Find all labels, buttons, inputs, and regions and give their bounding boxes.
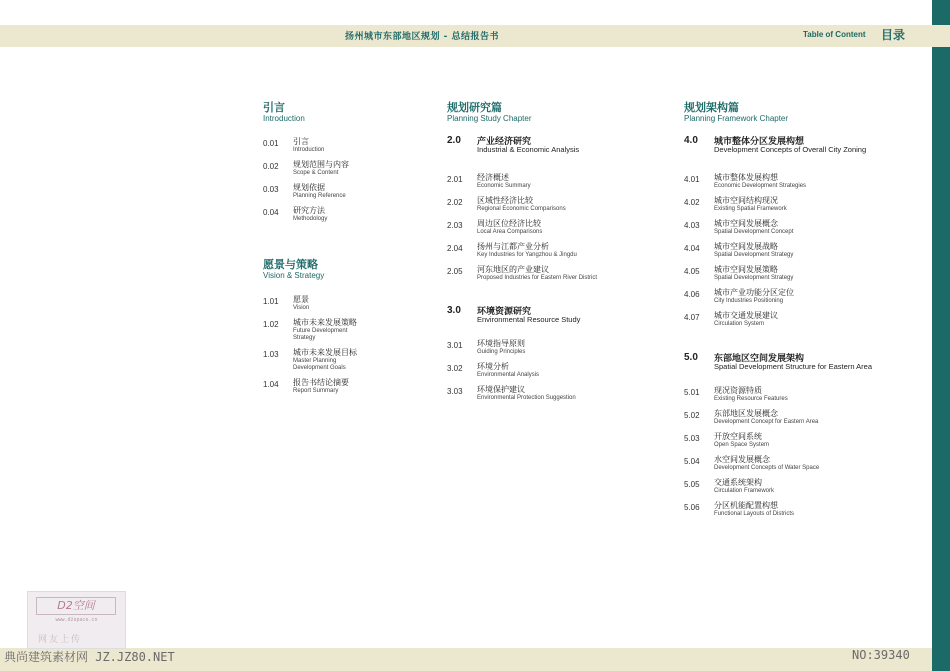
- entry-title-en: Proposed Industries for Eastern River District: [477, 275, 598, 281]
- toc-entry[interactable]: [684, 409, 924, 432]
- section-title-cn: 引言: [263, 101, 285, 114]
- entry-title-en: Key Industries for Yangzhou & Jingdu: [477, 252, 577, 258]
- entry-title-cn: 开放空间系统: [714, 432, 762, 441]
- toc-entry[interactable]: [684, 242, 924, 265]
- toc-entry[interactable]: [263, 378, 413, 401]
- footer-watermark-text: 典尚建筑素材网 JZ.JZ80.NET: [4, 650, 175, 664]
- entry-number: 0.04: [263, 208, 279, 217]
- entry-number: 5.03: [684, 434, 700, 443]
- entry-title-cn: 经济概述: [477, 173, 509, 182]
- toc-entry[interactable]: [684, 455, 924, 478]
- entry-number: 5.05: [684, 480, 700, 489]
- chapter-title-cn: 产业经济研究: [477, 137, 532, 147]
- entry-number: 4.04: [684, 244, 700, 253]
- toc-entry[interactable]: [263, 137, 413, 160]
- section-heading: [263, 258, 413, 281]
- entry-title-en: Guiding Principles: [477, 349, 526, 355]
- section-heading: [263, 101, 413, 124]
- entry-title-cn: 引言: [293, 137, 309, 146]
- entry-title-en: Scope & Content: [293, 170, 339, 176]
- entry-title-en: Open Space System: [714, 442, 770, 448]
- entry-number: 0.03: [263, 185, 279, 194]
- section-heading: [684, 101, 924, 124]
- toc-entry[interactable]: [263, 160, 413, 183]
- toc-entry[interactable]: [684, 311, 924, 334]
- section-title-cn: 愿景与策略: [263, 258, 318, 271]
- entry-title-en: Methodology: [293, 216, 328, 222]
- toc-column-2: [447, 101, 647, 408]
- chapter-heading[interactable]: [447, 305, 647, 335]
- toc-entry[interactable]: [447, 362, 647, 385]
- toc-label-en: Table of Content: [803, 30, 866, 39]
- entry-title-en: Circulation Framework: [714, 488, 775, 494]
- toc-entry[interactable]: [447, 196, 647, 219]
- entry-title-en: Development Concept for Eastern Area: [714, 419, 819, 425]
- entry-number: 1.02: [263, 320, 279, 329]
- entry-title-en: Introduction: [293, 147, 325, 153]
- chapter-number: 3.0: [447, 305, 461, 316]
- toc-entry[interactable]: [263, 183, 413, 206]
- toc-entry[interactable]: [263, 206, 413, 229]
- entry-number: 5.06: [684, 503, 700, 512]
- section-title-cn: 规划研究篇: [447, 101, 502, 114]
- toc-entry[interactable]: [447, 339, 647, 362]
- entry-title-cn: 周边区位经济比较: [477, 219, 541, 228]
- entry-number: 3.03: [447, 387, 463, 396]
- toc-column-1: [263, 101, 413, 401]
- entry-title-cn: 城市空间结构现况: [714, 196, 778, 205]
- document-title: 扬州城市东部地区规划 - 总结报告书: [345, 32, 500, 42]
- entry-number: 2.03: [447, 221, 463, 230]
- chapter-number: 2.0: [447, 135, 461, 146]
- entry-number: 1.01: [263, 297, 279, 306]
- toc-entry[interactable]: [684, 196, 924, 219]
- entry-number: 4.01: [684, 175, 700, 184]
- toc-column-3: [684, 101, 924, 524]
- toc-entry[interactable]: [447, 265, 647, 288]
- entry-title-en: Economic Development Strategies: [714, 183, 807, 189]
- entry-number: 2.02: [447, 198, 463, 207]
- entry-title-cn: 区域性经济比较: [477, 196, 533, 205]
- chapter-heading[interactable]: [684, 352, 924, 382]
- entry-title-en: Development Concepts of Water Space: [714, 465, 820, 471]
- section-title-en: Planning Framework Chapter: [684, 114, 789, 123]
- entry-number: 0.02: [263, 162, 279, 171]
- entry-title-en: Existing Resource Features: [714, 396, 788, 402]
- entry-title-en: Future Development Strategy: [293, 328, 348, 341]
- entry-title-en: Planning Reference: [293, 193, 346, 199]
- entry-title-cn: 水空间发展概念: [714, 455, 770, 464]
- entry-title-cn: 规划范围与内容: [293, 160, 349, 169]
- chapter-number: 5.0: [684, 352, 698, 363]
- entry-title-cn: 规划依据: [293, 183, 325, 192]
- entry-title-en: Existing Spatial Framework: [714, 206, 787, 212]
- entry-number: 4.03: [684, 221, 700, 230]
- chapter-heading[interactable]: [447, 135, 647, 165]
- entry-title-cn: 城市空间发展策略: [714, 265, 778, 274]
- section-heading: [447, 101, 647, 124]
- entry-number: 1.03: [263, 350, 279, 359]
- toc-entry[interactable]: [263, 318, 413, 348]
- entry-number: 4.06: [684, 290, 700, 299]
- entry-number: 4.07: [684, 313, 700, 322]
- section-title-en: Introduction: [263, 114, 305, 123]
- entry-title-cn: 河东地区的产业建议: [477, 265, 549, 274]
- section-title-en: Vision & Strategy: [263, 271, 325, 280]
- entry-title-cn: 城市未来发展策略: [293, 318, 357, 327]
- entry-title-en: Circulation System: [714, 321, 765, 327]
- chapter-title-cn: 东部地区空间发展架构: [714, 354, 805, 364]
- entry-title-cn: 城市整体发展构想: [714, 173, 778, 182]
- entry-title-cn: 交通系统架构: [714, 478, 762, 487]
- entry-title-en: Spatial Development Strategy: [714, 252, 794, 258]
- entry-number: 4.05: [684, 267, 700, 276]
- watermark-logo: D2空间: [36, 597, 116, 615]
- entry-number: 0.01: [263, 139, 279, 148]
- entry-title-en: Master Planning Development Goals: [293, 358, 346, 371]
- chapter-title-en: Spatial Development Structure for Eastern Area: [714, 362, 872, 371]
- entry-title-en: Vision: [293, 305, 310, 311]
- footer-accent: [932, 648, 950, 671]
- toc-entry[interactable]: [447, 242, 647, 265]
- entry-title-cn: 现况资源特质: [714, 386, 762, 395]
- entry-title-en: City Industries Positioning: [714, 298, 784, 304]
- entry-title-cn: 环境指导原则: [477, 339, 525, 348]
- chapter-title-en: Industrial & Economic Analysis: [477, 145, 580, 154]
- entry-number: 2.05: [447, 267, 463, 276]
- entry-title-en: Local Area Comparisons: [477, 229, 543, 235]
- entry-title-en: Spatial Development Strategy: [714, 275, 794, 281]
- section-title-cn: 规划架构篇: [684, 101, 739, 114]
- entry-number: 2.01: [447, 175, 463, 184]
- side-accent-bar: [932, 0, 950, 671]
- watermark-url: www.d2space.cn: [55, 617, 98, 623]
- entry-title-cn: 扬州与江都产业分析: [477, 242, 549, 251]
- side-band-tab: [932, 25, 950, 47]
- entry-title-en: Environmental Protection Suggestion: [477, 395, 576, 401]
- toc-entry[interactable]: [684, 219, 924, 242]
- entry-title-cn: 城市交通发展建议: [714, 311, 778, 320]
- entry-title-cn: 城市产业功能分区定位: [714, 288, 794, 297]
- entry-title-en: Regional Economic Comparisons: [477, 206, 566, 212]
- entry-title-en: Environmental Analysis: [477, 372, 540, 378]
- entry-number: 3.01: [447, 341, 463, 350]
- toc-entry[interactable]: [684, 386, 924, 409]
- entry-title-cn: 环境分析: [477, 362, 509, 371]
- toc-entry[interactable]: [447, 219, 647, 242]
- toc-entry[interactable]: [684, 501, 924, 524]
- section-title-en: Planning Study Chapter: [447, 114, 532, 123]
- entry-number: 4.02: [684, 198, 700, 207]
- toc-entry[interactable]: [684, 173, 924, 196]
- entry-number: 2.04: [447, 244, 463, 253]
- entry-title-cn: 城市空间发展概念: [714, 219, 778, 228]
- entry-number: 3.02: [447, 364, 463, 373]
- entry-title-cn: 研究方法: [293, 206, 325, 215]
- chapter-title-cn: 城市整体分区发展构想: [714, 137, 805, 147]
- watermark-badge: [27, 591, 126, 649]
- toc-entry[interactable]: [263, 295, 413, 318]
- entry-title-cn: 环境保护建议: [477, 385, 525, 394]
- entry-title-en: Functional Layouts of Districts: [714, 511, 795, 517]
- entry-title-cn: 报告书结论摘要: [293, 378, 349, 387]
- entry-title-cn: 城市未来发展目标: [293, 348, 357, 357]
- entry-title-cn: 城市空间发展战略: [714, 242, 778, 251]
- entry-title-cn: 东部地区发展概念: [714, 409, 778, 418]
- toc-entry[interactable]: [447, 385, 647, 408]
- entry-number: 5.04: [684, 457, 700, 466]
- toc-entry[interactable]: [684, 432, 924, 455]
- header-band: [0, 25, 932, 47]
- entry-number: 5.02: [684, 411, 700, 420]
- entry-title-cn: 愿景: [293, 295, 309, 304]
- toc-entry[interactable]: [447, 173, 647, 196]
- entry-title-cn: 分区机能配置构想: [714, 501, 778, 510]
- chapter-number: 4.0: [684, 135, 698, 146]
- chapter-title-en: Development Concepts of Overall City Zoning: [714, 145, 867, 154]
- entry-title-en: Economic Summary: [477, 183, 531, 189]
- entry-number: 1.04: [263, 380, 279, 389]
- toc-entry[interactable]: [684, 288, 924, 311]
- entry-number: 5.01: [684, 388, 700, 397]
- toc-entry[interactable]: [684, 478, 924, 501]
- toc-entry[interactable]: [684, 265, 924, 288]
- footer-number: NO:39340: [852, 648, 910, 662]
- toc-label-cn: 目录: [881, 28, 906, 42]
- chapter-title-en: Environmental Resource Study: [477, 315, 581, 324]
- watermark-upload-text: 网友上传: [38, 635, 83, 645]
- chapter-title-cn: 环境资源研究: [477, 307, 532, 317]
- entry-title-en: Spatial Development Concept: [714, 229, 794, 235]
- entry-title-en: Report Summary: [293, 388, 339, 394]
- toc-entry[interactable]: [263, 348, 413, 378]
- chapter-heading[interactable]: [684, 135, 924, 165]
